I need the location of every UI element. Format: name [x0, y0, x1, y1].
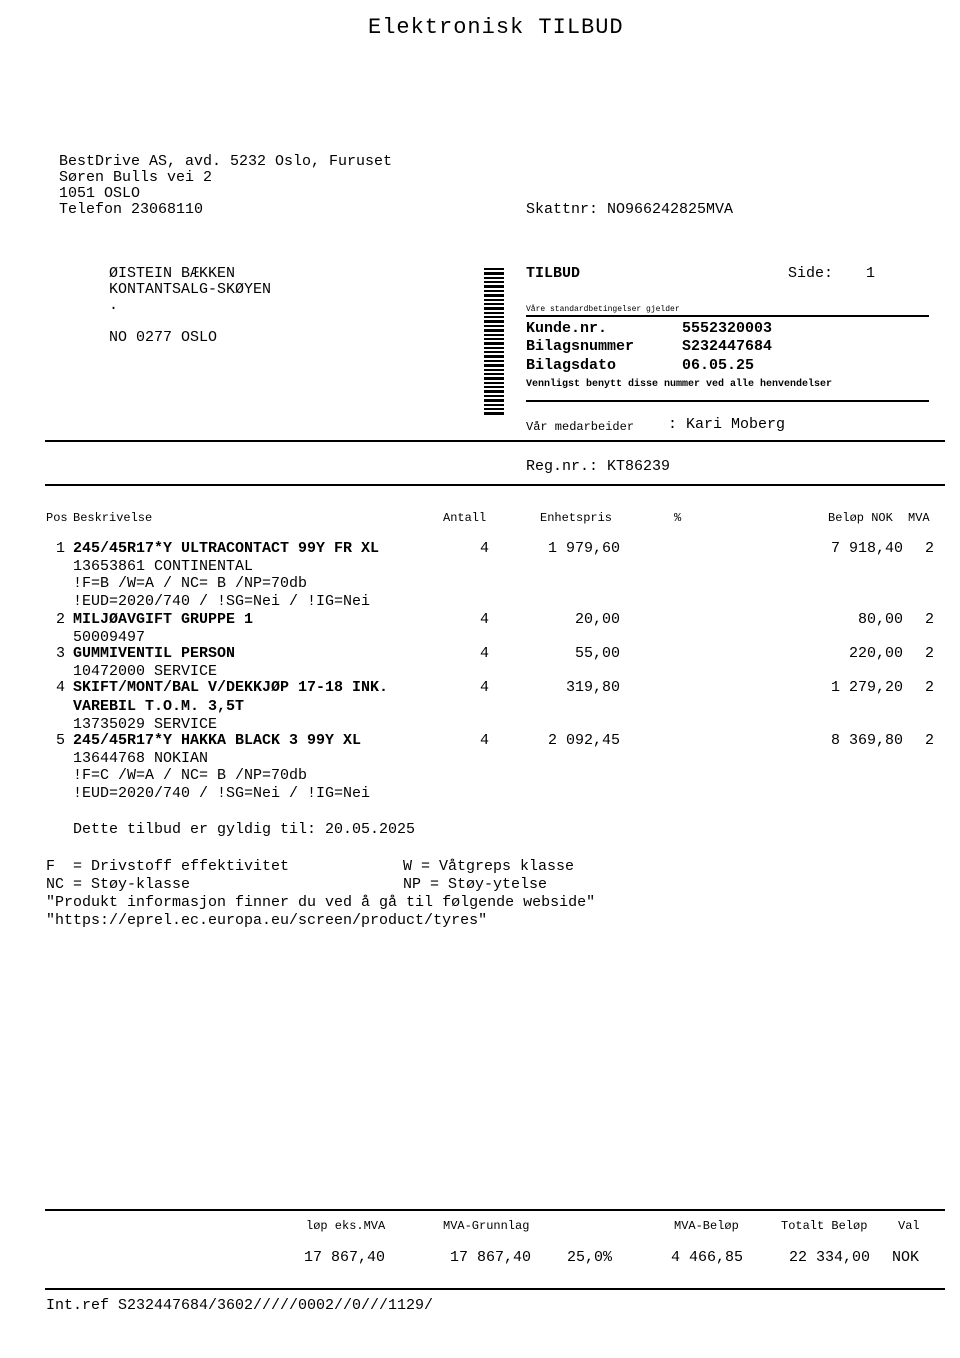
vat-rate: 25,0% — [567, 1249, 613, 1266]
reference-note: Vennligst benytt disse nummer ved alle henvendelser — [526, 379, 833, 390]
row-amount: 80,00 — [857, 611, 903, 628]
row-vat-code: 2 — [925, 732, 935, 749]
employee-name: : Kari Moberg — [668, 416, 786, 433]
employee-label: Vår medarbeider — [526, 420, 635, 434]
row-description: GUMMIVENTIL PERSON — [73, 645, 236, 662]
row-unit-price: 319,80 — [565, 679, 620, 696]
row-amount: 1 279,20 — [830, 679, 903, 696]
sender-line: 1051 OSLO — [59, 185, 141, 202]
row-article-number: 10472000 SERVICE — [73, 663, 218, 680]
total-vat-amount: 4 466,85 — [671, 1249, 744, 1266]
legend-item: NC = Støy-klasse — [46, 876, 191, 893]
internal-reference: Int.ref S232447684/3602/////0002//0///1129/ — [46, 1297, 434, 1314]
row-quantity: 4 — [480, 679, 490, 696]
row-pos: 2 — [56, 611, 66, 628]
row-amount: 8 369,80 — [830, 732, 903, 749]
column-header-amount: Beløp NOK — [828, 511, 893, 525]
document-type: TILBUD — [526, 265, 581, 282]
divider — [45, 484, 945, 486]
row-description: 245/45R17*Y HAKKA BLACK 3 99Y XL — [73, 732, 362, 749]
row-unit-price: 20,00 — [574, 611, 620, 628]
row-description: MILJØAVGIFT GRUPPE 1 — [73, 611, 254, 628]
row-eu-info: !EUD=2020/740 / !SG=Nei / !IG=Nei — [73, 593, 371, 610]
row-article-number: 50009497 — [73, 629, 146, 646]
product-info-note: "Produkt informasjon finner du ved å gå til følgende webside" — [46, 894, 596, 911]
row-tyre-label: !F=B /W=A / NC= B /NP=70db — [73, 575, 308, 592]
total-net: 17 867,40 — [304, 1249, 386, 1266]
row-description: 245/45R17*Y ULTRACONTACT 99Y FR XL — [73, 540, 380, 557]
totals-header-net: løp eks.MVA — [306, 1219, 386, 1233]
tax-number: Skattnr: NO966242825MVA — [526, 201, 734, 218]
column-header-discount: % — [674, 511, 682, 525]
recipient-line: . — [109, 297, 119, 314]
product-info-url: "https://eprel.ec.europa.eu/screen/product/tyres" — [46, 912, 488, 929]
row-pos: 5 — [56, 732, 66, 749]
customer-number-label: Kunde.nr. — [526, 320, 608, 337]
row-article-number: 13735029 SERVICE — [73, 716, 218, 733]
divider — [526, 400, 929, 402]
row-article-number: 13653861 CONTINENTAL — [73, 558, 254, 575]
recipient-line: ØISTEIN BÆKKEN — [109, 265, 236, 282]
row-amount: 220,00 — [848, 645, 903, 662]
page-label: Side: — [788, 265, 834, 282]
totals-header-total: Totalt Beløp — [781, 1219, 868, 1233]
row-vat-code: 2 — [925, 611, 935, 628]
bilag-number-label: Bilagsnummer — [526, 338, 635, 355]
recipient-line: KONTANTSALG-SKØYEN — [109, 281, 272, 298]
recipient-line: NO 0277 OSLO — [109, 329, 218, 346]
row-pos: 1 — [56, 540, 66, 557]
sender-line: BestDrive AS, avd. 5232 Oslo, Furuset — [59, 153, 393, 170]
row-vat-code: 2 — [925, 540, 935, 557]
row-vat-code: 2 — [925, 645, 935, 662]
divider — [526, 315, 929, 317]
divider — [45, 1288, 945, 1290]
row-unit-price: 55,00 — [574, 645, 620, 662]
column-header-pos: Pos — [46, 511, 68, 525]
page-number: 1 — [866, 265, 876, 282]
column-header-vat: MVA — [908, 511, 930, 525]
legend-item: NP = Støy-ytelse — [403, 876, 548, 893]
row-pos: 4 — [56, 679, 66, 696]
row-amount: 7 918,40 — [830, 540, 903, 557]
row-description-continued: VAREBIL T.O.M. 3,5T — [73, 698, 245, 715]
totals-header-vat-amount: MVA-Beløp — [674, 1219, 739, 1233]
row-description: SKIFT/MONT/BAL V/DEKKJØP 17-18 INK. — [73, 679, 389, 696]
validity-note: Dette tilbud er gyldig til: 20.05.2025 — [73, 821, 416, 838]
divider — [45, 1209, 945, 1211]
totals-header-currency: Val — [898, 1219, 920, 1233]
legend-item: F = Drivstoff effektivitet — [46, 858, 290, 875]
totals-header-vat-base: MVA-Grunnlag — [443, 1219, 530, 1233]
row-eu-info: !EUD=2020/740 / !SG=Nei / !IG=Nei — [73, 785, 371, 802]
row-quantity: 4 — [480, 540, 490, 557]
bilag-date-label: Bilagsdato — [526, 357, 617, 374]
customer-number: 5552320003 — [682, 320, 773, 337]
column-header-description: Beskrivelse — [73, 511, 153, 525]
bilag-number: S232447684 — [682, 338, 773, 355]
bilag-date: 06.05.25 — [682, 357, 755, 374]
row-unit-price: 1 979,60 — [547, 540, 620, 557]
column-header-unit-price: Enhetspris — [540, 511, 613, 525]
currency: NOK — [892, 1249, 920, 1266]
total-vat-base: 17 867,40 — [450, 1249, 532, 1266]
barcode-image — [484, 268, 504, 412]
page-title: Elektronisk TILBUD — [368, 15, 624, 40]
registration-number: Reg.nr.: KT86239 — [526, 458, 671, 475]
row-unit-price: 2 092,45 — [547, 732, 620, 749]
row-quantity: 4 — [480, 645, 490, 662]
row-tyre-label: !F=C /W=A / NC= B /NP=70db — [73, 767, 308, 784]
row-pos: 3 — [56, 645, 66, 662]
row-quantity: 4 — [480, 611, 490, 628]
column-header-quantity: Antall — [443, 511, 487, 525]
sender-phone: Telefon 23068110 — [59, 201, 204, 218]
grand-total: 22 334,00 — [789, 1249, 871, 1266]
row-vat-code: 2 — [925, 679, 935, 696]
divider — [45, 440, 945, 442]
legend-item: W = Våtgreps klasse — [403, 858, 575, 875]
sender-line: Søren Bulls vei 2 — [59, 169, 213, 186]
row-quantity: 4 — [480, 732, 490, 749]
terms-note: Våre standardbetingelser gjelder — [526, 305, 680, 314]
row-article-number: 13644768 NOKIAN — [73, 750, 209, 767]
